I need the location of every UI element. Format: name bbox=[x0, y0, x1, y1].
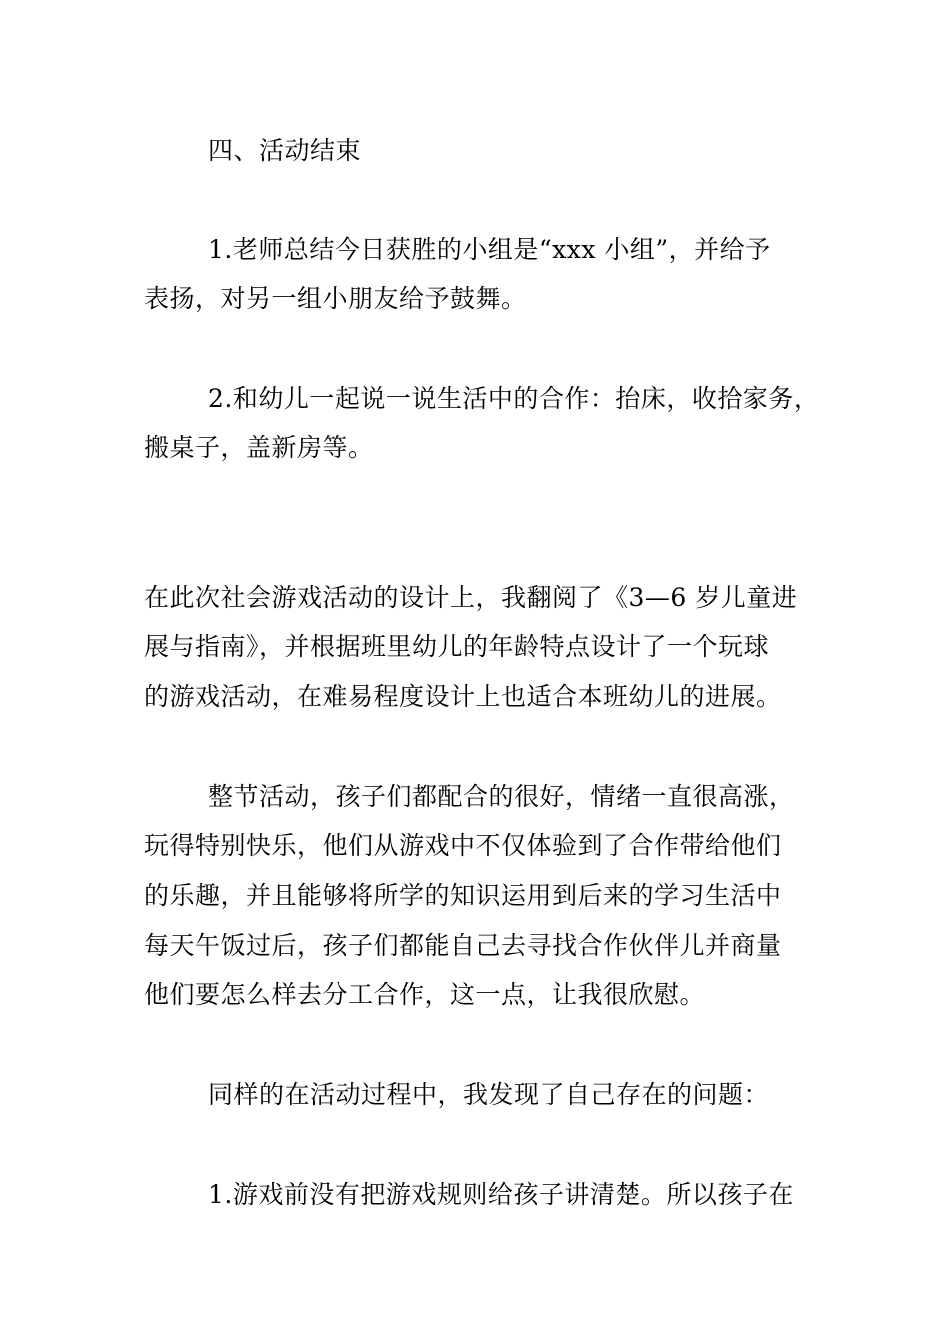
paragraph-2-line-5: 他们要怎么样去分工合作，这一点，让我很欣慰。 bbox=[144, 980, 706, 1009]
paragraph-2-line-2: 玩得特别快乐，他们从游戏中不仅体验到了合作带给他们 bbox=[144, 831, 782, 860]
paragraph-2-line-1: 整节活动，孩子们都配合的很好，情绪一直很高涨， bbox=[208, 782, 795, 811]
list-item-1-line-1: 1.老师总结今日获胜的小组是“xxx 小组”，并给予 bbox=[208, 235, 771, 264]
list-item-3-line-1: 1.游戏前没有把游戏规则给孩子讲清楚。所以孩子在 bbox=[208, 1180, 794, 1209]
paragraph-1-line-3: 的游戏活动，在难易程度设计上也适合本班幼儿的进展。 bbox=[144, 682, 782, 711]
paragraph-3-line-1: 同样的在活动过程中，我发现了自己存在的问题： bbox=[208, 1080, 770, 1109]
list-item-1-line-2: 表扬，对另一组小朋友给予鼓舞。 bbox=[144, 284, 527, 313]
section-heading: 四、活动结束 bbox=[208, 136, 362, 165]
paragraph-1-line-2: 展与指南》，并根据班里幼儿的年龄特点设计了一个玩球 bbox=[144, 632, 770, 661]
paragraph-2-line-3: 的乐趣，并且能够将所学的知识运用到后来的学习生活中 bbox=[144, 881, 782, 910]
paragraph-2-line-4: 每天午饭过后，孩子们都能自己去寻找合作伙伴儿并商量 bbox=[144, 931, 782, 960]
paragraph-1-line-1: 在此次社会游戏活动的设计上，我翻阅了《3—6 岁儿童进 bbox=[144, 583, 798, 612]
list-item-2-line-1: 2.和幼儿一起说一说生活中的合作：抬床，收拾家务， bbox=[208, 384, 820, 413]
list-item-2-line-2: 搬桌子，盖新房等。 bbox=[144, 433, 374, 462]
